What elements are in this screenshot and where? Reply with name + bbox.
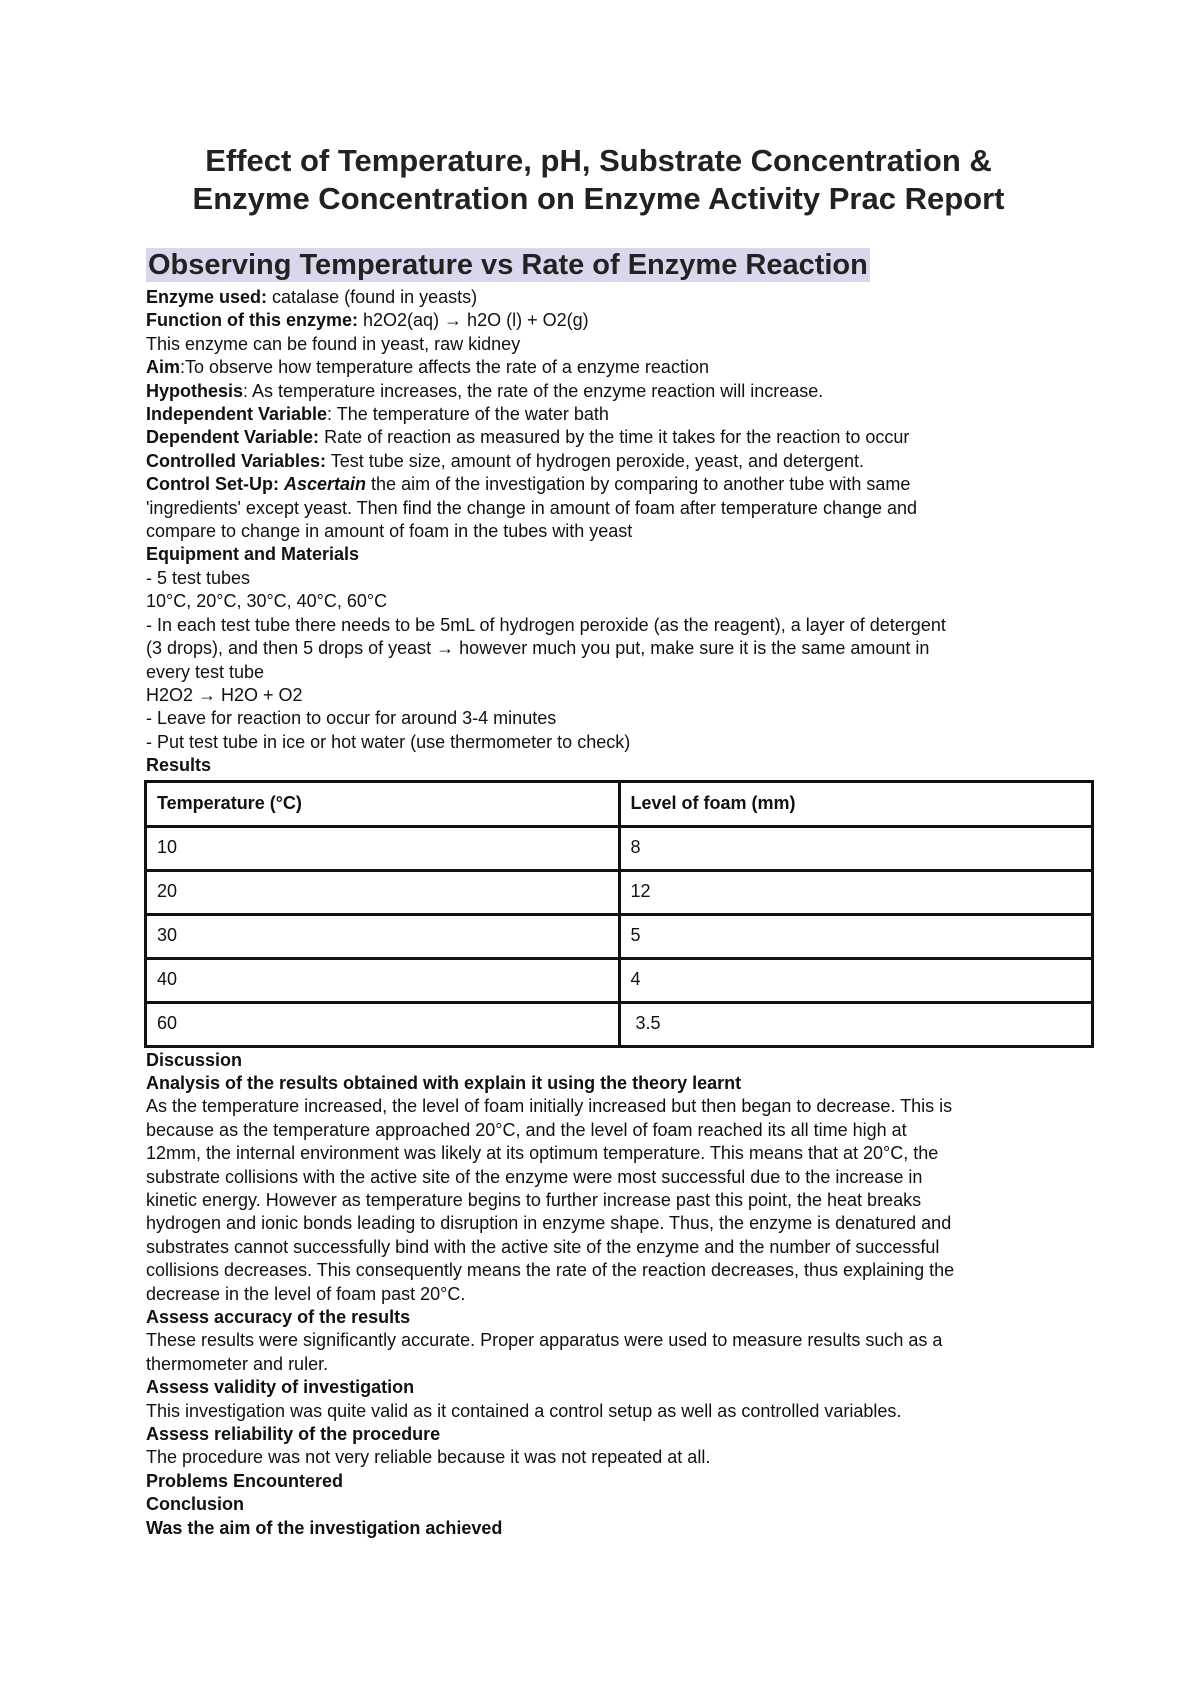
section-heading: Observing Temperature vs Rate of Enzyme Reaction xyxy=(148,249,868,281)
table-row xyxy=(146,1002,1093,1046)
enzyme-used-value: catalase (found in yeasts) xyxy=(267,287,478,307)
analysis-line: substrates cannot successfully bind with the active site of the enzyme and the number of successful xyxy=(146,1236,940,1257)
cell-foam: 4 xyxy=(619,958,1093,1002)
enzyme-used-line xyxy=(146,286,1096,309)
results-heading: Results xyxy=(146,755,212,776)
enzyme-found-line: This enzyme can be found in yeast, raw kidney xyxy=(146,333,521,354)
report-body xyxy=(146,286,1096,1540)
accuracy-line: These results were significantly accurate. Proper apparatus were used to measure results such as a xyxy=(146,1330,943,1351)
enzyme-function-line xyxy=(146,309,1096,332)
cell-temperature: 40 xyxy=(146,958,620,1002)
table-row xyxy=(146,958,1093,1002)
equipment-line: H2O2 → H2O + O2 xyxy=(146,684,303,705)
independent-variable-line xyxy=(146,403,1096,426)
controlled-variables-line xyxy=(146,450,1096,473)
validity-heading: Assess validity of investigation xyxy=(146,1377,415,1398)
aim-achieved-heading: Was the aim of the investigation achieved xyxy=(146,1517,503,1538)
table-header-row xyxy=(146,781,1093,826)
control-setup-line-3: compare to change in amount of foam in the tubes with yeast xyxy=(146,521,633,542)
equipment-line: - In each test tube there needs to be 5mL of hydrogen peroxide (as the reagent), a layer of detergent xyxy=(146,614,946,635)
dependent-variable-value: Rate of reaction as measured by the time it takes for the reaction to occur xyxy=(319,427,910,448)
analysis-line: collisions decreases. This consequently means the rate of the reaction decreases, thus explaining the xyxy=(146,1260,955,1281)
cell-temperature: 30 xyxy=(146,914,620,958)
aim-label: Aim xyxy=(146,357,181,378)
analysis-line: hydrogen and ionic bonds leading to disruption in enzyme shape. Thus, the enzyme is denatured and xyxy=(146,1213,952,1234)
analysis-line: kinetic energy. However as temperature begins to further increase past this point, the heat breaks xyxy=(146,1189,922,1210)
cell-foam: 8 xyxy=(619,826,1093,870)
controlled-variables-label: Controlled Variables: xyxy=(146,450,327,471)
hypothesis-line xyxy=(146,380,1096,403)
accuracy-heading: Assess accuracy of the results xyxy=(146,1307,411,1327)
dependent-variable-label: Dependent Variable: xyxy=(146,427,320,448)
table-row xyxy=(146,914,1093,958)
conclusion-heading: Conclusion xyxy=(146,1494,244,1515)
analysis-line: substrate collisions with the active site of the enzyme were most successful due to the increase in xyxy=(146,1166,923,1187)
table-row xyxy=(146,870,1093,914)
dependent-variable-line xyxy=(146,426,1096,449)
control-setup-line-1 xyxy=(146,473,1096,496)
discussion-heading: Discussion xyxy=(146,1049,243,1070)
equipment-line: (3 drops), and then 5 drops of yeast → however much you put, make sure it is the same amount in xyxy=(146,638,930,659)
accuracy-line: thermometer and ruler. xyxy=(146,1353,329,1374)
cell-foam: 3.5 xyxy=(619,1002,1093,1046)
cell-temperature: 20 xyxy=(146,870,620,914)
results-table xyxy=(144,780,1094,1048)
enzyme-function-label: Function of this enzyme: xyxy=(146,310,359,331)
hypothesis-label: Hypothesis xyxy=(146,380,244,401)
table-row xyxy=(146,826,1093,870)
aim-value: :To observe how temperature affects the rate of a enzyme reaction xyxy=(180,357,709,378)
equipment-heading: Equipment and Materials xyxy=(146,544,360,565)
analysis-line: 12mm, the internal environment was likely at its optimum temperature. This means that at 20°C, the xyxy=(146,1143,939,1164)
control-setup-text-1: the aim of the investigation by comparing to another tube with same xyxy=(366,474,911,495)
equipment-line: 10°C, 20°C, 30°C, 40°C, 60°C xyxy=(146,591,388,612)
column-header-temperature: Temperature (°C) xyxy=(146,781,620,826)
analysis-heading: Analysis of the results obtained with explain it using the theory learnt xyxy=(146,1072,742,1093)
cell-foam: 12 xyxy=(619,870,1093,914)
control-setup-line-2: 'ingredients' except yeast. Then find the change in amount of foam after temperature change and xyxy=(146,497,918,518)
analysis-line: decrease in the level of foam past 20°C. xyxy=(146,1283,466,1304)
validity-line: This investigation was quite valid as it contained a control setup as well as controlled variables. xyxy=(146,1400,902,1421)
analysis-line: because as the temperature approached 20°C, and the level of foam reached its all time high at xyxy=(146,1119,907,1140)
cell-foam: 5 xyxy=(619,914,1093,958)
cell-temperature: 60 xyxy=(146,1002,620,1046)
control-setup-emphasis: Ascertain xyxy=(284,474,367,495)
hypothesis-value: : As temperature increases, the rate of the enzyme reaction will increase. xyxy=(243,380,824,401)
report-title: Effect of Temperature, pH, Substrate Concentration & Enzyme Concentration on Enzyme Activity Prac Report xyxy=(192,143,1005,216)
reliability-line: The procedure was not very reliable because it was not repeated at all. xyxy=(146,1447,711,1468)
independent-variable-label: Independent Variable xyxy=(146,404,328,425)
control-setup-label: Control Set-Up: xyxy=(146,474,279,495)
equipment-line: - Leave for reaction to occur for around 3-4 minutes xyxy=(146,708,557,729)
cell-temperature: 10 xyxy=(146,826,620,870)
column-header-foam: Level of foam (mm) xyxy=(619,781,1093,826)
enzyme-function-value: h2O2(aq) → h2O (l) + O2(g) xyxy=(358,310,589,331)
aim-line xyxy=(146,356,1096,379)
equipment-line: - Put test tube in ice or hot water (use thermometer to check) xyxy=(146,731,631,752)
controlled-variables-value: Test tube size, amount of hydrogen peroxide, yeast, and detergent. xyxy=(326,450,865,471)
problems-heading: Problems Encountered xyxy=(146,1470,344,1491)
independent-variable-value: : The temperature of the water bath xyxy=(327,404,609,425)
equipment-line: every test tube xyxy=(146,661,265,682)
analysis-line: As the temperature increased, the level of foam initially increased but then began to decrease. This is xyxy=(146,1096,953,1117)
reliability-heading: Assess reliability of the procedure xyxy=(146,1424,441,1445)
enzyme-used-label: Enzyme used: xyxy=(146,287,268,307)
equipment-line: - 5 test tubes xyxy=(146,567,251,588)
